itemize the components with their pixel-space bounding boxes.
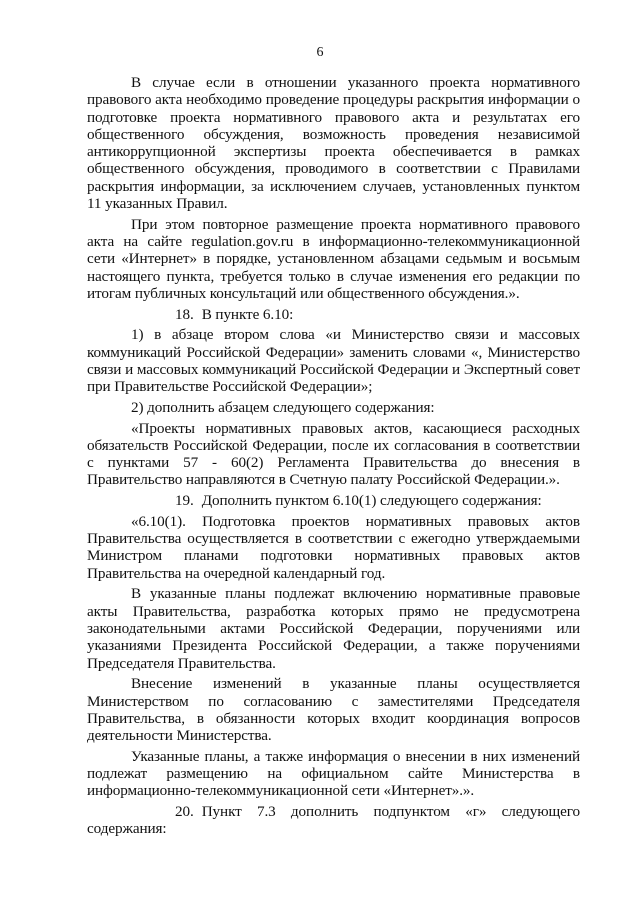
paragraph-repeated-posting: При этом повторное размещение проекта нормативного правового акта на сайте regulation.gov.ru в информационно-телекоммуникационной сети «Интернет» в порядке, установленном абзацами седьмым и восьмым настоящего пункта, требуется только в случае изменения его редакции по итогам публичных консультаций или общественного обсуждения.». [87, 215, 580, 302]
item-number: 20. [175, 803, 194, 821]
item-18 [87, 306, 580, 323]
paragraph-disclosure-procedure: В случае если в отношении указанного проекта нормативного правового акта необходимо проведение процедуры раскрытия информации о подготовке проекта нормативного правового акта и результатах его общественного обсуждения, возможность проведения независимой антикоррупционной экспертизы проекта обеспечивается в рамках общественного обсуждения, проводимого в соответствии с Правилами раскрытия информации, за исключением случаев, установленных пунктом 11 указанных Правил. [87, 74, 580, 213]
paragraph-quoted-expenditure-obligations: «Проекты нормативных правовых актов, касающиеся расходных обязательств Российской Федерации, после их согласования в соответствии с пунктами 57 - 60(2) Регламента Правительства до внесения в Правительство направляются в Счетную палату Российской Федерации.». [87, 419, 580, 489]
paragraph-plans-inclusion: В указанные планы подлежат включению нормативные правовые акты Правительства, разработка которых прямо не предусмотрена законодательными актами Российской Федерации, поручениями или указаниями Президента Российской Федерации, а также поручениями Председателя Правительства. [87, 585, 580, 672]
item-text: Дополнить пунктом 6.10(1) следующего содержания: [201, 492, 542, 510]
subitem-1-replace-words: 1) в абзаце втором слова «и Министерство связи и массовых коммуникаций Российской Федерации» заменить словами «, Министерство связи и массовых коммуникаций Российской Федерации и Экспертный совет при Правительстве Российской Федерации»; [87, 326, 580, 396]
paragraph-plans-changes: Внесение изменений в указанные планы осуществляется Министерством по согласованию с заместителями Председателя Правительства, в обязанности которых входит координация вопросов деятельности Министерства. [87, 675, 580, 745]
item-number: 18. [175, 305, 194, 323]
item-text: В пункте 6.10: [201, 305, 294, 323]
document-body [87, 74, 580, 841]
page-number: 6 [316, 45, 324, 60]
paragraph-plans-publication: Указанные планы, а также информация о внесении в них изменений подлежат размещению на официальном сайте Министерства в информационно-телекоммуникационной сети «Интернет».». [87, 747, 580, 800]
paragraph-6-10-1-plans: «6.10(1). Подготовка проектов нормативных правовых актов Правительства осуществляется в соответствии с ежегодно утверждаемыми Министром планами подготовки нормативных правовых актов Правительства на очередной календарный год. [87, 512, 580, 582]
subitem-2-add-paragraph: 2) дополнить абзацем следующего содержания: [131, 398, 435, 416]
item-20 [87, 803, 580, 838]
item-number: 19. [175, 492, 194, 510]
item-19 [87, 492, 580, 509]
item-text: Пункт 7.3 дополнить подпунктом «г» следующего содержания: [87, 803, 580, 838]
